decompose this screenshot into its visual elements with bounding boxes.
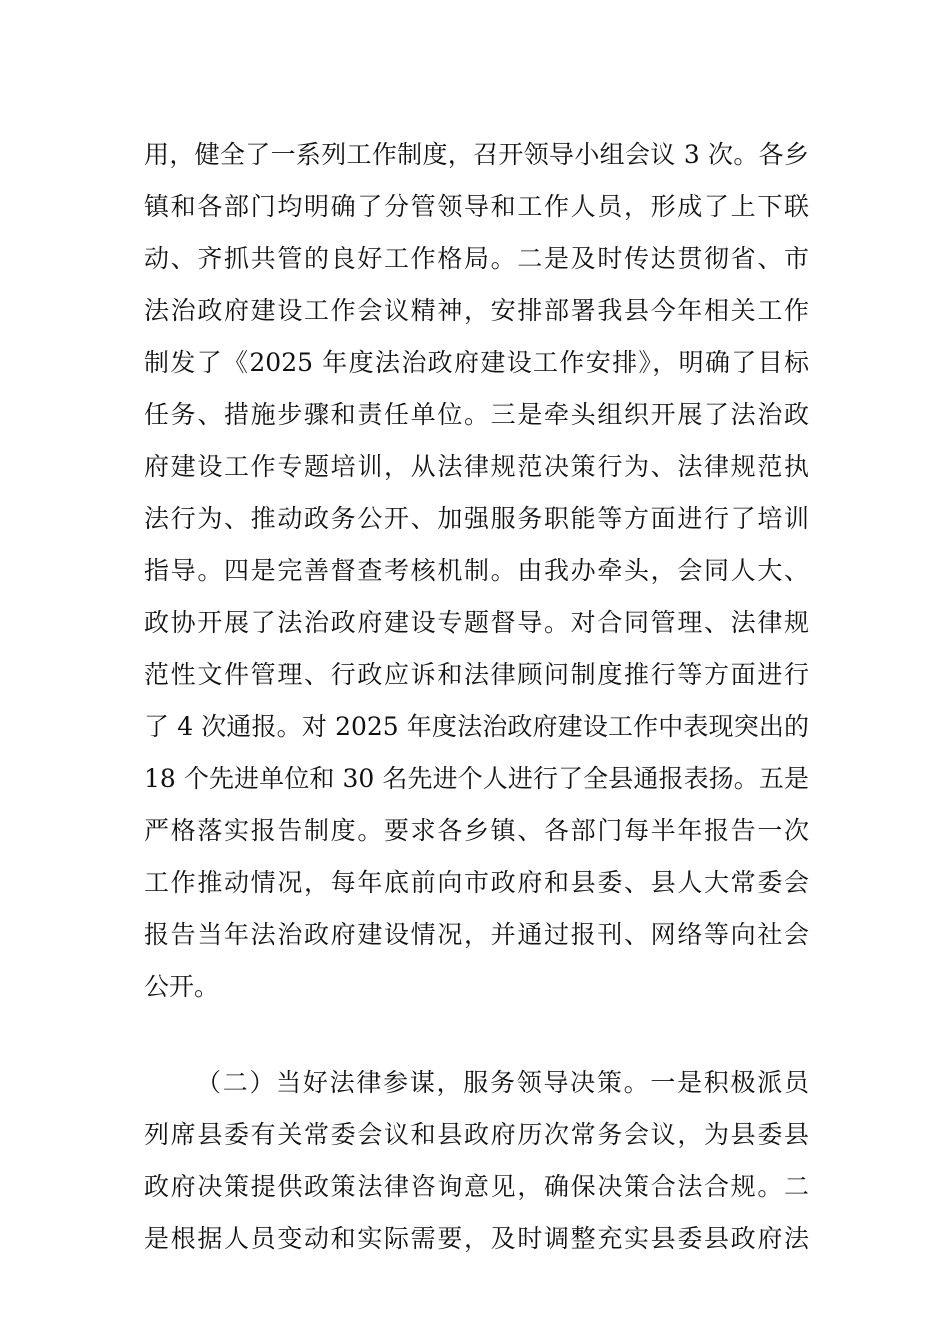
text-line: 法行为、推动政务公开、加强服务职能等方面进行了培训 xyxy=(144,504,809,533)
text-line: 18 个先进单位和 30 名先进个人进行了全县通报表扬。五是 xyxy=(144,764,809,793)
text-line: 指导。四是完善督查考核机制。由我办牵头，会同人大、 xyxy=(144,556,809,585)
text-line: 报告当年法治政府建设情况，并通过报刊、网络等向社会 xyxy=(144,920,809,949)
text-line: 公开。 xyxy=(144,972,220,1001)
text-line: 列席县委有关常委会议和县政府历次常务会议，为县委县 xyxy=(144,1120,809,1149)
text-line: 范性文件管理、行政应诉和法律顾问制度推行等方面进行 xyxy=(144,660,809,689)
text-line: 任务、措施步骤和责任单位。三是牵头组织开展了法治政 xyxy=(144,400,809,429)
text-line: 是根据人员变动和实际需要，及时调整充实县委县政府法 xyxy=(144,1224,809,1253)
text-line: 政府决策提供政策法律咨询意见，确保决策合法合规。二 xyxy=(144,1172,809,1201)
text-line: 用，健全了一系列工作制度，召开领导小组会议 3 次。各乡 xyxy=(144,140,809,169)
text-line: 法治政府建设工作会议精神，安排部署我县今年相关工作 xyxy=(144,296,809,325)
text-line: 镇和各部门均明确了分管领导和工作人员，形成了上下联 xyxy=(144,192,809,221)
text-line: 政协开展了法治政府建设专题督导。对合同管理、法律规 xyxy=(144,608,809,637)
text-line: （二）当好法律参谋，服务领导决策。一是积极派员 xyxy=(196,1068,809,1097)
text-line: 府建设工作专题培训，从法律规范决策行为、法律规范执 xyxy=(144,452,809,481)
text-line: 制发了《2025 年度法治政府建设工作安排》，明确了目标 xyxy=(144,348,809,377)
text-line: 动、齐抓共管的良好工作格局。二是及时传达贯彻省、市 xyxy=(144,244,809,273)
text-line: 工作推动情况，每年底前向市政府和县委、县人大常委会 xyxy=(144,868,809,897)
text-line: 了 4 次通报。对 2025 年度法治政府建设工作中表现突出的 xyxy=(144,712,809,741)
text-line: 严格落实报告制度。要求各乡镇、各部门每半年报告一次 xyxy=(144,816,809,845)
